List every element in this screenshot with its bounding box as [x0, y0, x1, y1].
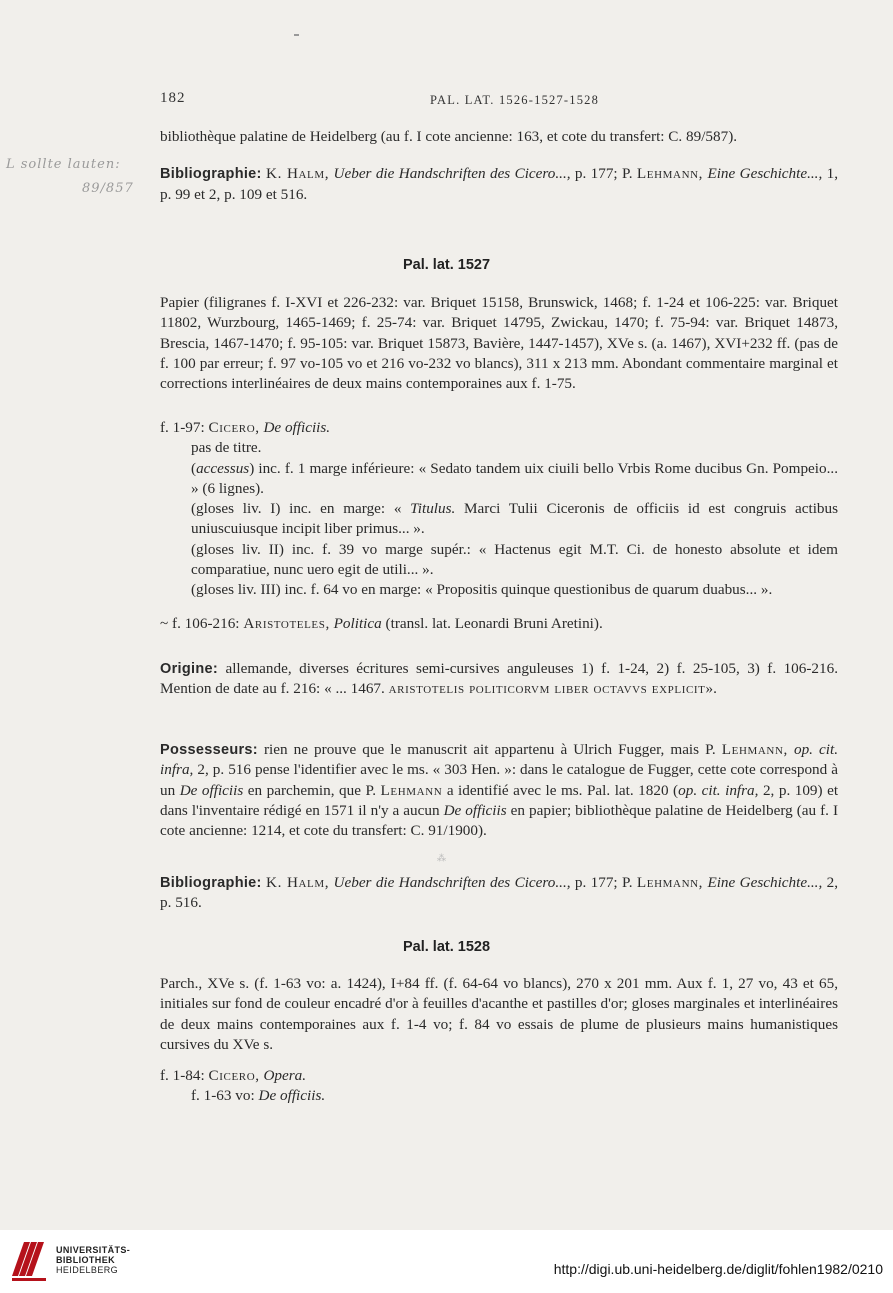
possesseurs-label: Possesseurs:: [160, 742, 258, 758]
folio-ref: f. 1-97:: [160, 419, 205, 436]
work-title: Eine Geschichte...,: [707, 874, 823, 891]
content-text: ) inc. f. 1 marge inférieure: « Sedato tandem uix ciuili bello Vrbis Rome ducibus Gn. Pompeio... » (6 lignes).: [191, 459, 838, 497]
work-title: Politica: [333, 614, 382, 632]
contents-1528: [160, 1066, 838, 1107]
text: 2, p. 109) et dans l'inventaire rédigé en 1571 il n'y a aucun: [160, 781, 839, 819]
citation: op. cit. infra,: [160, 741, 838, 779]
work-title: De officiis.: [263, 419, 331, 436]
content-text: Marci Tulii Ciceronis de officiis id est congruis actibus uniuscuiusque incipit liber primus... ».: [191, 500, 839, 538]
page-ref: 1, p. 99 et 2, p. 109 et 516.: [160, 165, 839, 203]
page-ref: 2, p. 516.: [160, 874, 839, 912]
library-name: [56, 1245, 130, 1275]
margin-note-line1: L sollte lauten:: [6, 157, 121, 172]
page-mark: [294, 34, 299, 36]
margin-note-line2: 89/857: [82, 181, 134, 196]
text: 2, p. 516 pense l'identifier avec le ms. « 303 Hen. »: dans le catalogue de Fugger, cette cote correspond à un: [160, 761, 838, 799]
author: Cicero,: [208, 419, 260, 436]
author: Lehmann,: [721, 741, 788, 758]
description-text: Papier (filigranes f. I-XVI et 226-232: var. Briquet 15158, Brunswick, 1468; f. 1-24 et 106-225: var. Briquet 11802, Wurzbourg, 1465-1469; f. 25-74: var. Briquet 14795, Zwickau, 1470; f. 75-94: var. Briquet 14873, Brescia, 1467-1470; f. 95-105: var. Briquet 15873, Bavière, 1447-1457), XVe s. (a. 1467), XVI+232 ff. (pas de f. 100 par erreur; f. 97 vo-105 vo et 216 vo-232 vo blancs), 311 x 213 mm. Abondant commentaire marginal et corrections interlinéaires de deux mains contemporaines aux f. 1-75.: [160, 294, 838, 393]
bibliography-label: Bibliographie:: [160, 166, 262, 183]
text: a identifié avec le ms. Pal. lat. 1820 (: [446, 781, 679, 799]
content-line: pas de titre.: [191, 439, 262, 457]
description-1527: [160, 293, 838, 394]
content-item-1: [160, 1066, 838, 1086]
folio-ref: f. 1-63 vo:: [191, 1087, 255, 1105]
possesseurs-1527: [160, 740, 838, 841]
work-title: Opera.: [263, 1067, 307, 1084]
text: rien ne prouve que le manuscrit ait appartenu à Ulrich Fugger, mais P.: [263, 741, 716, 758]
content-text: (gloses liv. I) inc. en marge: «: [191, 500, 402, 518]
heading-pal-lat-1528: Pal. lat. 1528: [402, 939, 491, 955]
contents-1527: [160, 418, 838, 634]
author: Cicero,: [208, 1067, 260, 1084]
content-item-2: [160, 1086, 838, 1106]
explicit-text: aristotelis politicorvm liber octavvs explicit: [388, 680, 706, 698]
logo-line: BIBLIOTHEK: [56, 1255, 115, 1265]
text: en parchemin, que P.: [247, 781, 377, 799]
content-line: [160, 499, 838, 540]
ornament: ⁂: [437, 853, 446, 863]
content-text: (transl. lat. Leonardi Bruni Aretini).: [385, 614, 603, 632]
description-text: Parch., XVe s. (f. 1-63 vo: a. 1424), I+84 ff. (f. 64-64 vo blancs), 270 x 201 mm. Aux f. 1, 27 vo, 43 et 65, initiales sur fond de couleur encadré d'or à feuilles d'acanthe et pastilles d'or; gloses marginales et interlinéaires de deux mains contemporaines aux f. 1-4 vo; f. 84 vo essais de plume de plusieurs mains humanistiques cursives du XVe s.: [160, 975, 838, 1053]
intro-line: bibliothèque palatine de Heidelberg (au f. I cote ancienne: 163, et cote du transfert: C. 89/587).: [160, 128, 738, 145]
logo-line: HEIDELBERG: [56, 1265, 119, 1275]
accessus: accessus: [196, 459, 250, 477]
bibliography-label: Bibliographie:: [160, 875, 262, 891]
content-item-2: [160, 614, 838, 634]
content-line: (gloses liv. II) inc. f. 39 vo marge supér.: « Hactenus egit M.T. Ci. de honesto absolute et idem comparatiue, nunc uero egit de utili... ».: [191, 540, 838, 579]
folio-ref: f. 1-84:: [160, 1067, 205, 1084]
description-1528: [160, 974, 838, 1055]
work-title: Ueber die Handschriften des Cicero...,: [333, 165, 571, 183]
author: Aristoteles,: [243, 614, 330, 632]
work-title: Eine Geschichte...,: [707, 165, 823, 183]
work-title: De officiis.: [258, 1087, 326, 1105]
work-title: De officiis: [179, 781, 244, 799]
origine-text: ».: [705, 680, 717, 698]
author-halm: K. Halm,: [266, 874, 330, 891]
page-number: 182: [160, 90, 186, 106]
work-title: De officiis: [443, 801, 507, 819]
intro-block: [160, 127, 838, 205]
page-ref: p. 177; P.: [574, 874, 633, 891]
logo-line: UNIVERSITÄTS-: [56, 1245, 131, 1255]
content-line: (gloses liv. III) inc. f. 64 vo en marge: « Propositis quinque questionibus de quarum duabus... ».: [191, 581, 773, 599]
page-ref: p. 177; P.: [574, 165, 633, 183]
running-title: PAL. LAT. 1526-1527-1528: [430, 93, 600, 107]
folio-ref: ~ f. 106-216:: [160, 614, 240, 632]
heading-pal-lat-1527: Pal. lat. 1527: [402, 257, 491, 273]
text: en papier; bibliothèque palatine de Heidelberg (au f. I cote ancienne: 1214, et cote du transfert: C. 91/1900).: [160, 801, 839, 840]
origine-text: allemande, diverses écritures semi-cursives anguleuses 1) f. 1-24, 2) f. 25-105, 3) f. 106-216. Mention de date au f. 216: « ... 1467.: [160, 660, 839, 698]
author-lehmann: Lehmann,: [636, 165, 704, 183]
university-library-logo-icon: [10, 1236, 50, 1282]
content-line: (accessus) inc. f. 1 marge inférieure: « Sedato tandem uix ciuili bello Vrbis Rome ducibus Gn. Pompeio... » (6 lignes).: [191, 459, 838, 497]
origine-label: Origine:: [160, 661, 218, 677]
author-halm: K. Halm,: [266, 165, 330, 183]
source-url-link[interactable]: http://digi.ub.uni-heidelberg.de/diglit/fohlen1982/0210: [553, 1261, 883, 1277]
author: Lehmann: [380, 781, 443, 799]
titulus: Titulus.: [410, 500, 456, 518]
author-lehmann: Lehmann,: [636, 874, 704, 891]
origine-1527: [160, 659, 838, 700]
citation: op. cit. infra,: [678, 781, 759, 799]
work-title: Ueber die Handschriften des Cicero...,: [333, 874, 571, 891]
content-item-1: [160, 418, 838, 438]
bibliographie-1527: [160, 873, 838, 914]
intro-bibliography: [160, 164, 838, 205]
